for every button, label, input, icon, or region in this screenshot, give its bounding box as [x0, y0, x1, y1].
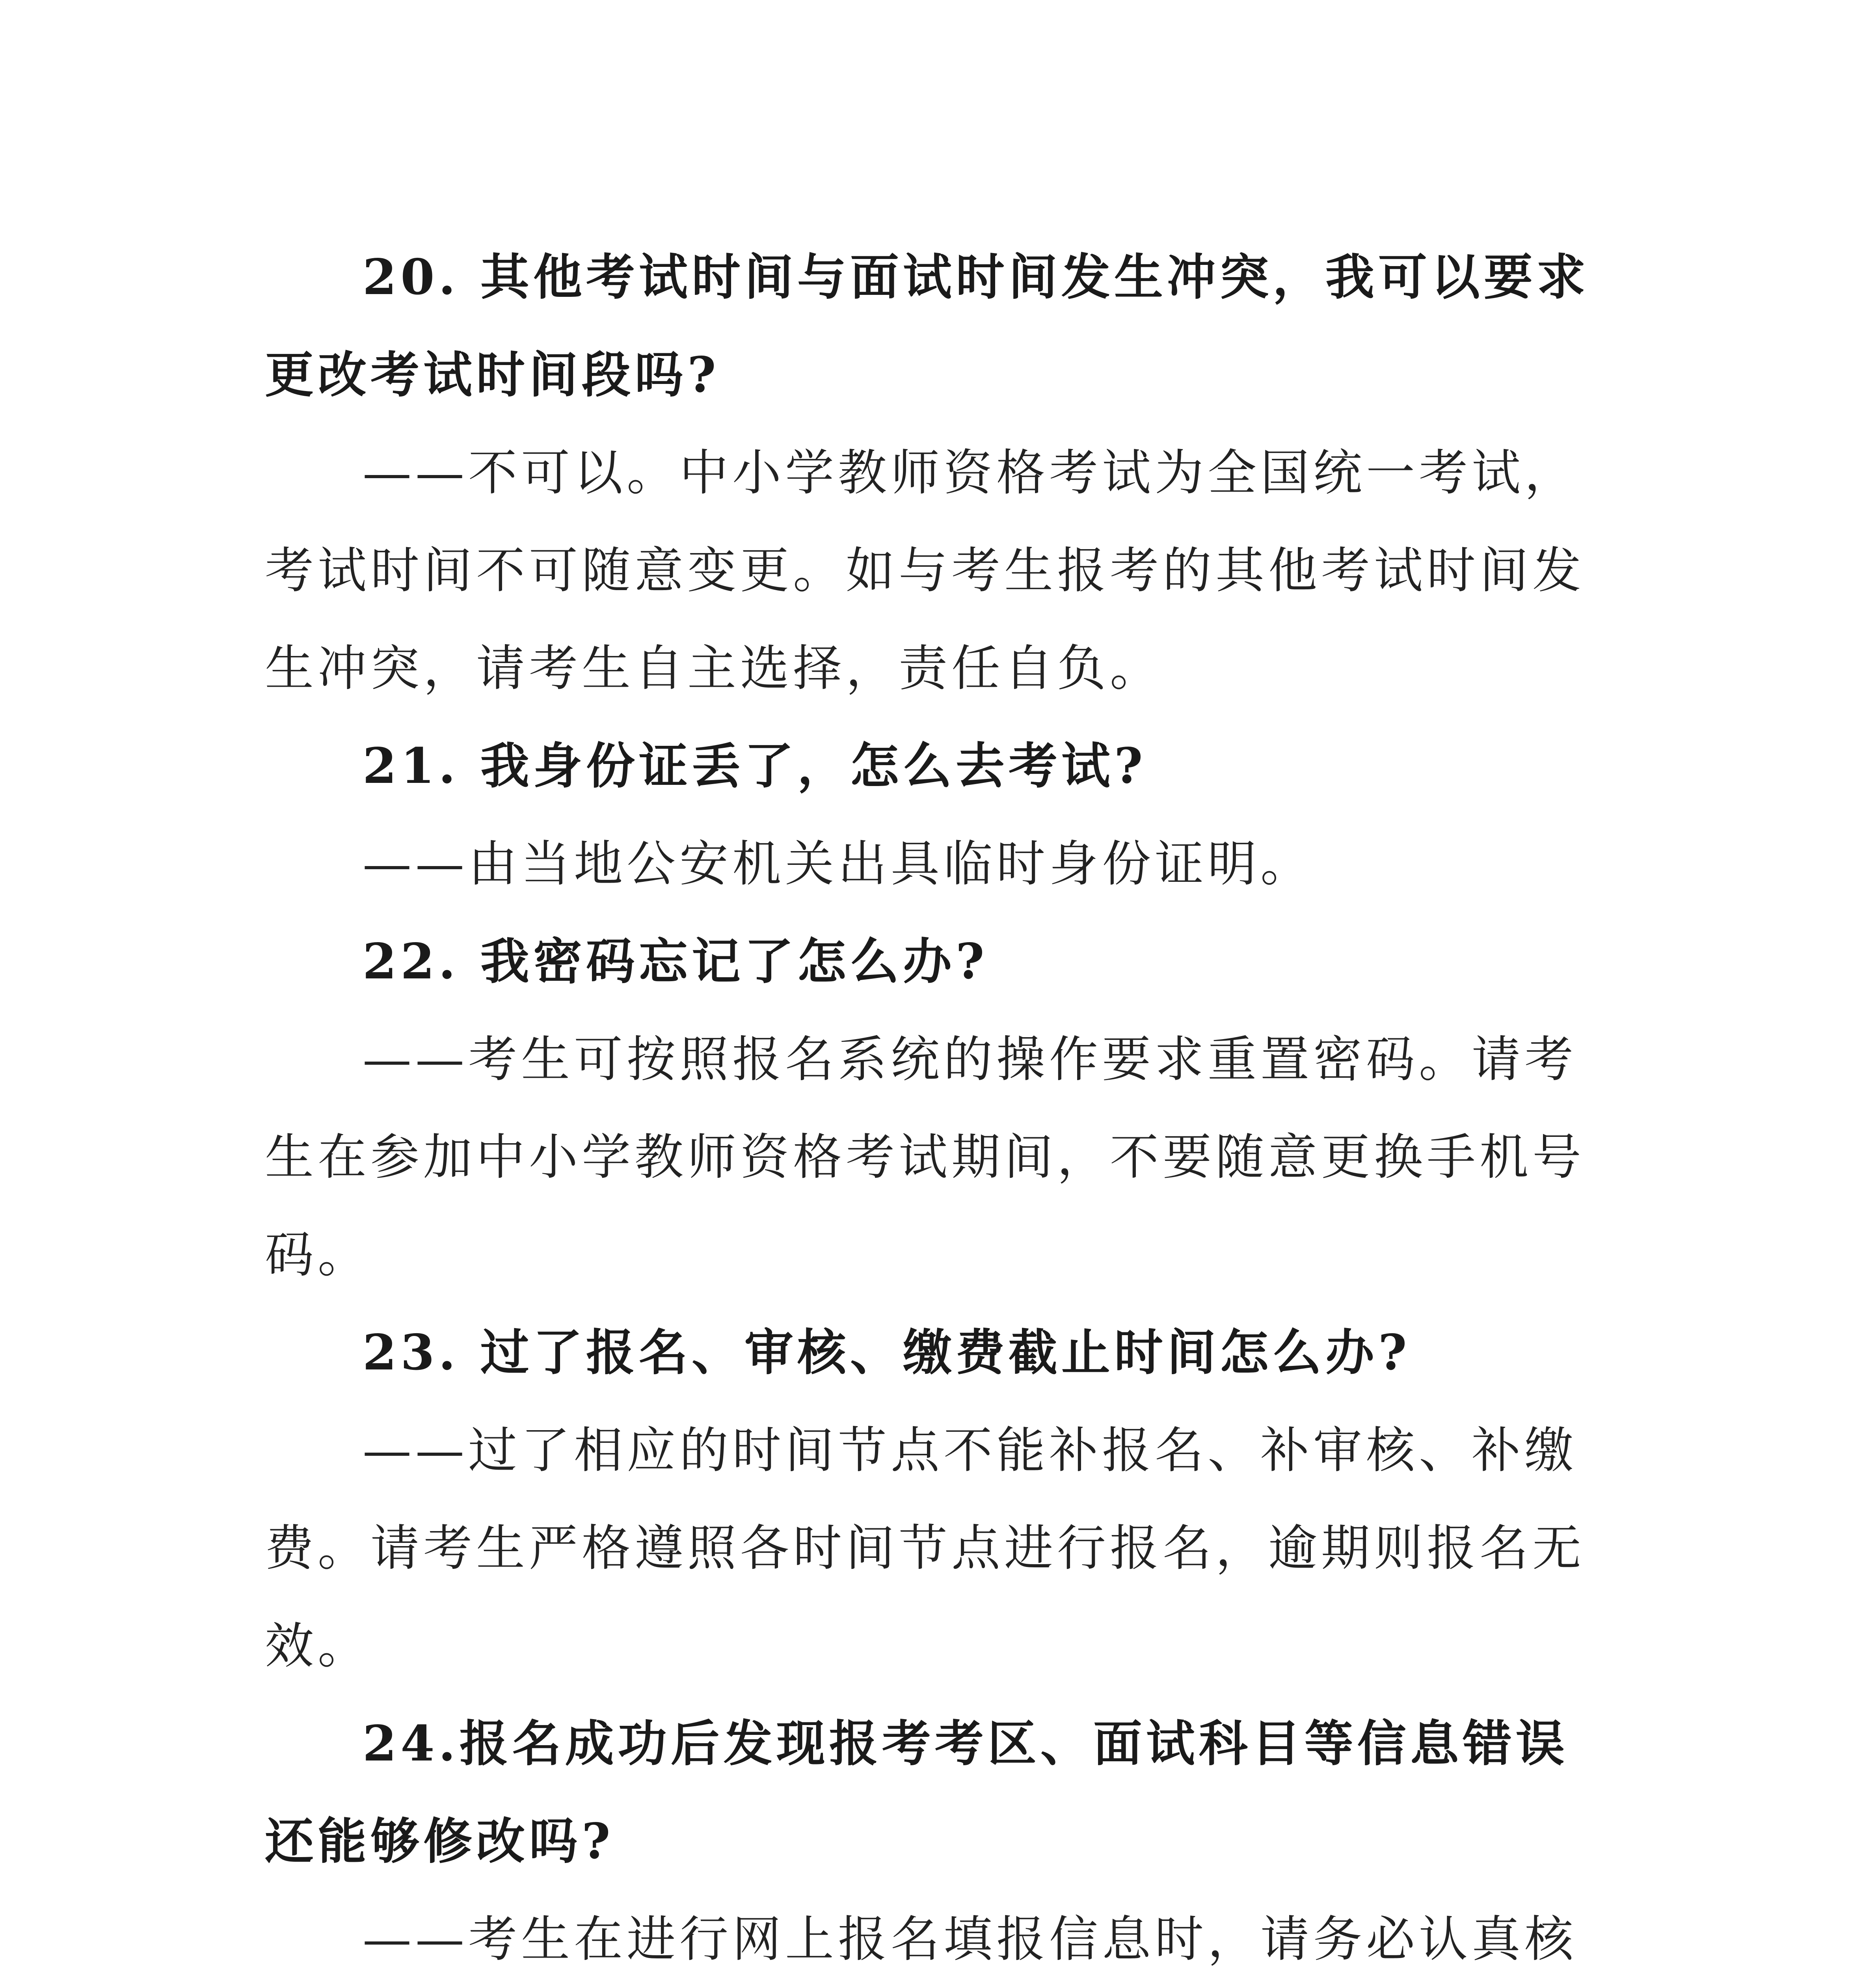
answer-21: ——由当地公安机关出具临时身份证明。	[363, 836, 1314, 892]
answer-24: ——考生在进行网上报名填报信息时，请务必认真核	[363, 1911, 1578, 1968]
answer-22: ——考生可按照报名系统的操作要求重置密码。请考生在参加中小学教师资格考试期间，不要随意更换手机号码。	[265, 1031, 1586, 1284]
question-20: 20. 其他考试时间与面试时间发生冲突，我可以要求更改考试时间段吗?	[265, 249, 1589, 404]
qa-item-22	[265, 913, 1609, 1304]
qa-item-20	[265, 229, 1609, 717]
answer-23: ——过了相应的时间节点不能补报名、补审核、补缴费。请考生严格遵照各时间节点进行报名，逾期则报名无效。	[265, 1422, 1586, 1675]
question-21: 21. 我身份证丢了，怎么去考试?	[363, 738, 1147, 795]
document-body	[265, 229, 1609, 1971]
question-24: 24.报名成功后发现报考考区、面试科目等信息错误还能够修改吗?	[265, 1715, 1569, 1870]
answer-20: ——不可以。中小学教师资格考试为全国统一考试，考试时间不可随意变更。如与考生报考的其他考试时间发生冲突，请考生自主选择，责任自负。	[265, 445, 1586, 697]
qa-item-24	[265, 1695, 1609, 1971]
qa-item-23	[265, 1304, 1609, 1695]
question-22: 22. 我密码忘记了怎么办?	[363, 933, 988, 990]
qa-item-21	[265, 717, 1609, 913]
question-23: 23. 过了报名、审核、缴费截止时间怎么办?	[363, 1324, 1411, 1381]
